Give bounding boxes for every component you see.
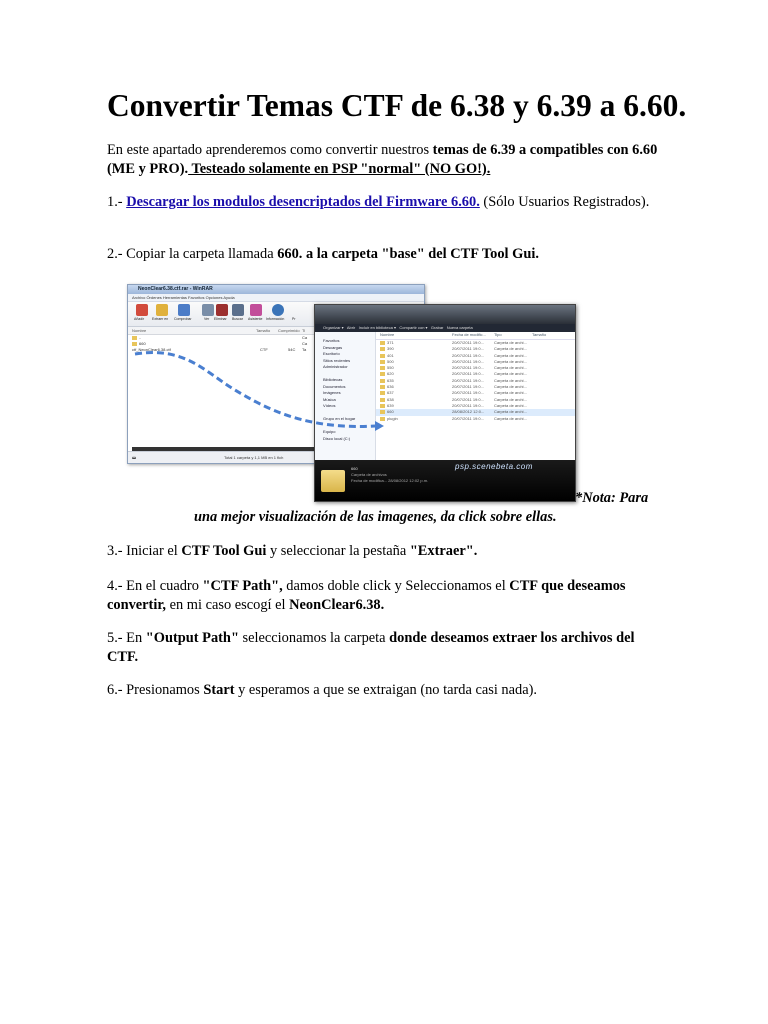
row-date: 20/07/2011 19:0...: [452, 371, 484, 377]
step-2-text: 2.- Copiar la carpeta llamada: [107, 246, 278, 262]
watermark: psp.scenebeta.com: [455, 462, 533, 471]
step-5-text-2: seleccionamos la carpeta: [238, 630, 390, 646]
row-type: Carpeta de archi...: [494, 346, 527, 352]
step-3-bold-1: CTF Tool Gui: [181, 543, 267, 559]
row-type: Carpeta de archi...: [494, 396, 527, 402]
row-name: 500: [387, 358, 394, 364]
detail-name: 660: [351, 466, 358, 471]
step-1-number: 1.-: [107, 194, 127, 210]
note-line-2: una mejor visualización de las imagenes, da click sobre ellas.: [194, 509, 557, 525]
cmd-new-folder[interactable]: Nueva carpeta: [446, 325, 473, 330]
screenshot-image[interactable]: [125, 280, 577, 500]
sidebar-item[interactable]: Escritorio: [323, 351, 340, 356]
cmd-include[interactable]: Incluir en biblioteca ▾: [358, 325, 396, 330]
sidebar-item[interactable]: Bibliotecas: [323, 377, 343, 382]
intro-text: En este apartado aprenderemos como convertir nuestros: [107, 142, 433, 158]
row-name: 638: [387, 396, 394, 402]
step-3-bold-2: "Extraer".: [409, 543, 478, 559]
step-1-rest: (Sólo Usuarios Registrados).: [479, 194, 650, 210]
step-3: [107, 542, 663, 561]
row-name: plugin: [387, 415, 398, 421]
step-4-text-3: en mi caso escogí el: [166, 596, 290, 613]
download-modules-link[interactable]: Descargar los modulos desencriptados del Firmware 6.60.: [126, 194, 480, 210]
row-name: 371: [387, 340, 394, 345]
row-packed: 54C: [288, 347, 296, 352]
row-date: 20/07/2011 19:0...: [452, 352, 484, 358]
row-type: Carpeta de archi...: [494, 352, 527, 358]
row-name: 620: [387, 371, 394, 377]
row-name: ctf_NeonClear6.38.ctf: [132, 347, 171, 352]
col-name: Nombre: [380, 332, 395, 337]
drag-arrow: [125, 280, 577, 500]
step-1: [107, 193, 663, 212]
sidebar-item[interactable]: Disco local (C:): [323, 435, 351, 441]
step-6-text-2: y esperamos a que se extraigan (no tarda casi nada).: [234, 682, 537, 698]
intro-bold: temas de 6.39 a compatibles con 6.60 (ME y PRO).: [107, 142, 658, 177]
row-name: 390: [387, 346, 394, 352]
drag-arrow-line: [135, 353, 375, 427]
tool-label: Pr: [292, 317, 296, 321]
page-title: Convertir Temas CTF de 6.38 y 6.39 a 6.60.: [107, 88, 687, 123]
row-date: 20/07/2011 19:0...: [452, 390, 484, 396]
col-packed: Comprimido: [278, 328, 300, 333]
row-type: Carpeta de archi...: [494, 390, 527, 396]
row-type: Carpeta de archi...: [494, 358, 527, 364]
sidebar-item[interactable]: Favoritos: [323, 338, 340, 343]
step-2: [107, 245, 663, 264]
row-type: Carpeta de archi...: [494, 384, 527, 390]
row-size: CTF: [260, 347, 268, 352]
row-name: 660: [139, 341, 146, 346]
row-name: 660: [387, 409, 394, 415]
sidebar-item[interactable]: Imágenes: [323, 390, 341, 395]
status-text: Total 1 carpeta y 1,1 MB en 1 fich: [224, 455, 284, 460]
winrar-menu: Archivo Órdenes Herramientas Favoritos Opciones Ayuda: [128, 294, 424, 302]
step-3-text-2: y seleccionar la pestaña: [266, 543, 410, 559]
step-6-bold: Start: [203, 682, 235, 698]
tool-label: Comprobar: [174, 317, 192, 321]
col-type: Tipo: [494, 332, 502, 337]
intro-underlined: Testeado solamente en PSP "normal" (NO GO!).: [188, 160, 491, 177]
row-date: 20/07/2011 19:0...: [452, 365, 484, 371]
row-type: Carpeta de archi...: [494, 415, 527, 421]
tool-label: Buscar: [232, 317, 243, 321]
drive-icon: 🖴: [132, 455, 137, 460]
step-2-bold: 660. a la carpeta "base" del CTF Tool Gui.: [277, 246, 539, 262]
step-4-bold-2: CTF que deseamos convertir,: [107, 578, 626, 613]
step-6-text: 6.- Presionamos: [107, 682, 204, 698]
step-4-text: 4.- En el cuadro: [107, 578, 203, 594]
row-name: 639: [387, 402, 394, 408]
row-name: 635: [387, 377, 394, 383]
row-type: Carpeta de archi...: [494, 371, 527, 377]
tool-label: Extraer en: [152, 317, 169, 321]
col-date: Fecha de modific...: [452, 332, 486, 337]
note-line-1: *Nota: Para: [575, 490, 649, 506]
row-type: Carpeta de archi...: [494, 409, 527, 415]
step-4-bold-1: "CTF Path",: [202, 578, 283, 594]
col-size: Tamaño: [256, 328, 271, 333]
sidebar-item[interactable]: Música: [323, 396, 336, 402]
row-name: 636: [387, 384, 394, 390]
col-size: Tamaño: [532, 332, 547, 337]
row-name: 637: [387, 390, 394, 396]
step-3-text: 3.- Iniciar el: [107, 543, 182, 559]
row-type: Ta: [302, 347, 307, 352]
drag-arrow-head: [375, 421, 384, 431]
row-name: ..: [139, 335, 142, 340]
step-4-bold-3: NeonClear6.38.: [289, 596, 385, 613]
detail-type: Carpeta de archivos: [351, 472, 387, 477]
row-type: Ca: [302, 335, 308, 340]
row-type: Carpeta de archi...: [494, 402, 527, 408]
row-date: 20/07/2011 19:0...: [452, 377, 484, 383]
row-date: 28/08/2012 12:0...: [452, 409, 485, 415]
row-date: 20/07/2011 19:0...: [452, 402, 484, 408]
cmd-share[interactable]: Compartir con ▾: [399, 325, 428, 330]
step-4: [107, 577, 663, 614]
sidebar-item[interactable]: Grupo en el hogar: [323, 416, 356, 421]
row-date: 20/07/2011 19:0...: [452, 396, 484, 402]
intro-paragraph: [107, 141, 663, 178]
col-type: Ti: [302, 328, 306, 333]
row-name: 401: [387, 352, 394, 358]
step-5-text: 5.- En: [107, 630, 146, 646]
tool-label: Añadir: [134, 317, 145, 321]
step-5-bold-2: donde deseamos extraer los archivos del CTF.: [107, 630, 635, 665]
row-type: Carpeta de archi...: [494, 365, 527, 371]
cmd-organize[interactable]: Organizar ▾: [323, 325, 344, 330]
row-name: 550: [387, 365, 394, 371]
tool-label: Ver: [204, 317, 210, 321]
step-6: [107, 681, 663, 700]
col-name: Nombre: [132, 328, 147, 333]
sidebar-item[interactable]: Descargas: [323, 344, 343, 350]
step-5-bold-1: "Output Path": [145, 630, 239, 646]
row-date: 20/07/2011 19:0...: [452, 384, 484, 390]
sidebar-item[interactable]: Equipo: [323, 429, 336, 434]
sidebar-item[interactable]: Sitios recientes: [323, 357, 351, 363]
tool-label: Asistente: [248, 317, 263, 321]
row-date: 20/07/2011 19:0...: [452, 358, 484, 364]
row-date: 20/07/2011 19:0...: [452, 346, 484, 352]
row-date: 20/07/2011 19:0...: [452, 415, 484, 421]
tool-label: Información: [266, 317, 285, 321]
winrar-title: NeonClear6.38.ctf.rar - WinRAR: [128, 285, 424, 294]
tool-label: Eliminar: [214, 317, 227, 321]
step-5: [107, 629, 663, 666]
cmd-open[interactable]: Abrir: [346, 325, 356, 330]
row-date: 20/07/2011 19:0...: [452, 340, 484, 345]
detail-date: Fecha de modifica... 28/08/2012 12:02 p.m.: [351, 478, 429, 483]
cmd-burn[interactable]: Grabar: [430, 325, 444, 330]
row-type: Carpeta de archi...: [494, 340, 527, 345]
row-type: Ca: [302, 341, 308, 346]
row-type: Carpeta de archi...: [494, 377, 527, 383]
sidebar-item[interactable]: Documentos: [323, 383, 346, 389]
sidebar-item[interactable]: Vídeos: [323, 403, 336, 408]
sidebar-item[interactable]: Administrador: [323, 364, 348, 369]
step-4-text-2: damos doble click y Seleccionamos el: [282, 578, 510, 594]
